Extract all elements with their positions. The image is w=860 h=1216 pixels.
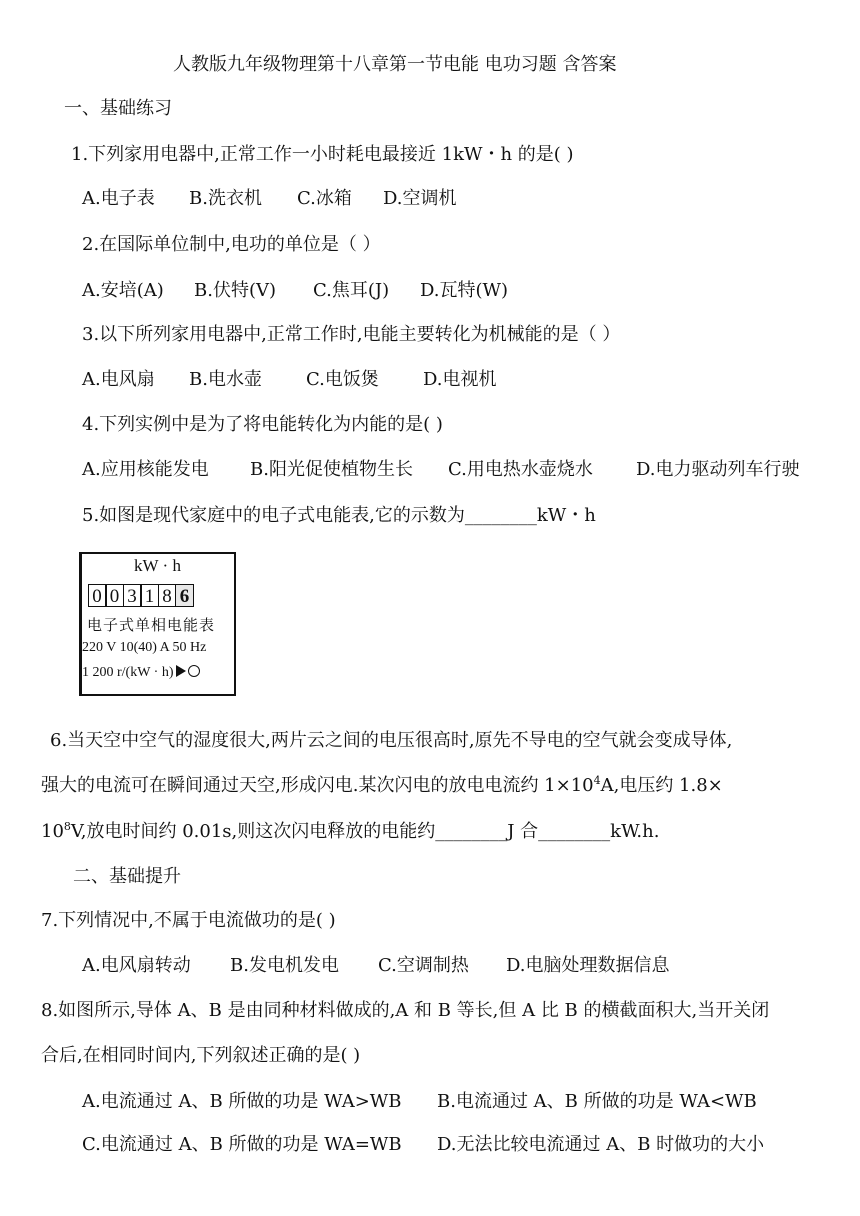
meter-spec: 220 V 10(40) A 50 Hz [82, 640, 207, 655]
option-a: A.安培(A) [82, 280, 164, 301]
question-6-line-2 [41, 774, 723, 798]
section-heading-advanced: 二、基础提升 [73, 866, 181, 887]
option-c: C.电饭煲 [306, 369, 379, 390]
question-8-line-2: 合后,在相同时间内,下列叙述正确的是( ) [41, 1045, 361, 1066]
option-b: B.伏特(V) [194, 280, 276, 301]
option-a: A.电子表 [82, 188, 155, 209]
meter-unit: kW · h [134, 556, 181, 575]
option-a: A.应用核能发电 [82, 459, 209, 480]
option-b: B.发电机发电 [230, 955, 339, 976]
option-c: C.冰箱 [297, 188, 352, 209]
option-d: D.电脑处理数据信息 [506, 955, 670, 976]
meter-digit: 1 [140, 584, 159, 607]
option-c: C.焦耳(J) [313, 280, 390, 301]
q6-exponent: 8 [63, 820, 71, 833]
option-b: B.洗衣机 [189, 188, 262, 209]
option-d: D.空调机 [383, 188, 457, 209]
option-d: D.瓦特(W) [420, 280, 509, 301]
option-b: B.电流通过 A、B 所做的功是 WA<WB [437, 1091, 757, 1112]
q6-rest: V,放电时间约 0.01s,则这次闪电释放的电能约________J 合________kW.h. [70, 821, 660, 842]
indicator-icon [188, 665, 200, 677]
question-7: 7.下列情况中,不属于电流做功的是( ) [41, 910, 336, 931]
q6-base: 10 [41, 821, 64, 842]
meter-digit: 0 [105, 584, 124, 607]
question-5: 5.如图是现代家庭中的电子式电能表,它的示数为________kW・h [82, 505, 596, 526]
meter-digit-decimal: 6 [175, 584, 194, 607]
option-d: D.无法比较电流通过 A、B 时做功的大小 [437, 1134, 765, 1155]
question-1: 1.下列家用电器中,正常工作一小时耗电最接近 1kW・h 的是( ) [71, 144, 574, 165]
question-8-options-row-2 [82, 1133, 764, 1157]
meter-digit: 8 [158, 584, 177, 607]
question-2: 2.在国际单位制中,电功的单位是（ ） [82, 234, 381, 255]
q6-text: 强大的电流可在瞬间通过天空,形成闪电.某次闪电的放电电流约 1×10 [41, 775, 594, 796]
page-title: 人教版九年级物理第十八章第一节电能 电功习题 含答案 [173, 54, 617, 75]
q6-exponent: 4 [593, 774, 601, 787]
option-a: A.电风扇 [82, 369, 155, 390]
question-6-line-3 [41, 820, 659, 844]
option-c: C.用电热水壶烧水 [448, 459, 593, 480]
option-b: B.电水壶 [189, 369, 262, 390]
option-d: D.电力驱动列车行驶 [636, 459, 800, 480]
question-6-line-1: 6.当天空中空气的湿度很大,两片云之间的电压很高时,原先不导电的空气就会变成导体, [50, 730, 733, 751]
option-a: A.电流通过 A、B 所做的功是 WA>WB [82, 1091, 402, 1112]
option-a: A.电风扇转动 [82, 955, 191, 976]
question-7-options [82, 954, 670, 978]
question-4: 4.下列实例中是为了将电能转化为内能的是( ) [82, 414, 443, 435]
question-4-options [82, 458, 800, 482]
meter-rate-text: 1 200 r/(kW · h) [82, 665, 174, 680]
meter-digit: 0 [88, 584, 107, 607]
electricity-meter-figure [79, 552, 236, 696]
question-8-line-1: 8.如图所示,导体 A、B 是由同种材料做成的,A 和 B 等长,但 A 比 B 的横截面积大,当开关闭 [41, 1000, 770, 1021]
q6-text-end: A,电压约 1.8× [600, 775, 723, 796]
option-c: C.空调制热 [378, 955, 469, 976]
question-2-options [82, 279, 508, 303]
meter-label: 电子式单相电能表 [87, 616, 216, 634]
question-1-options [82, 187, 457, 211]
meter-digits [89, 584, 194, 607]
arrow-icon [176, 665, 186, 677]
option-b: B.阳光促使植物生长 [250, 459, 413, 480]
question-3-options [82, 368, 497, 392]
option-d: D.电视机 [423, 369, 497, 390]
section-heading-basic: 一、基础练习 [64, 98, 172, 119]
meter-rate [82, 665, 200, 681]
meter-digit: 3 [123, 584, 142, 607]
option-c: C.电流通过 A、B 所做的功是 WA=WB [82, 1134, 402, 1155]
question-8-options-row-1 [82, 1090, 757, 1114]
question-3: 3.以下所列家用电器中,正常工作时,电能主要转化为机械能的是（ ） [82, 324, 621, 345]
